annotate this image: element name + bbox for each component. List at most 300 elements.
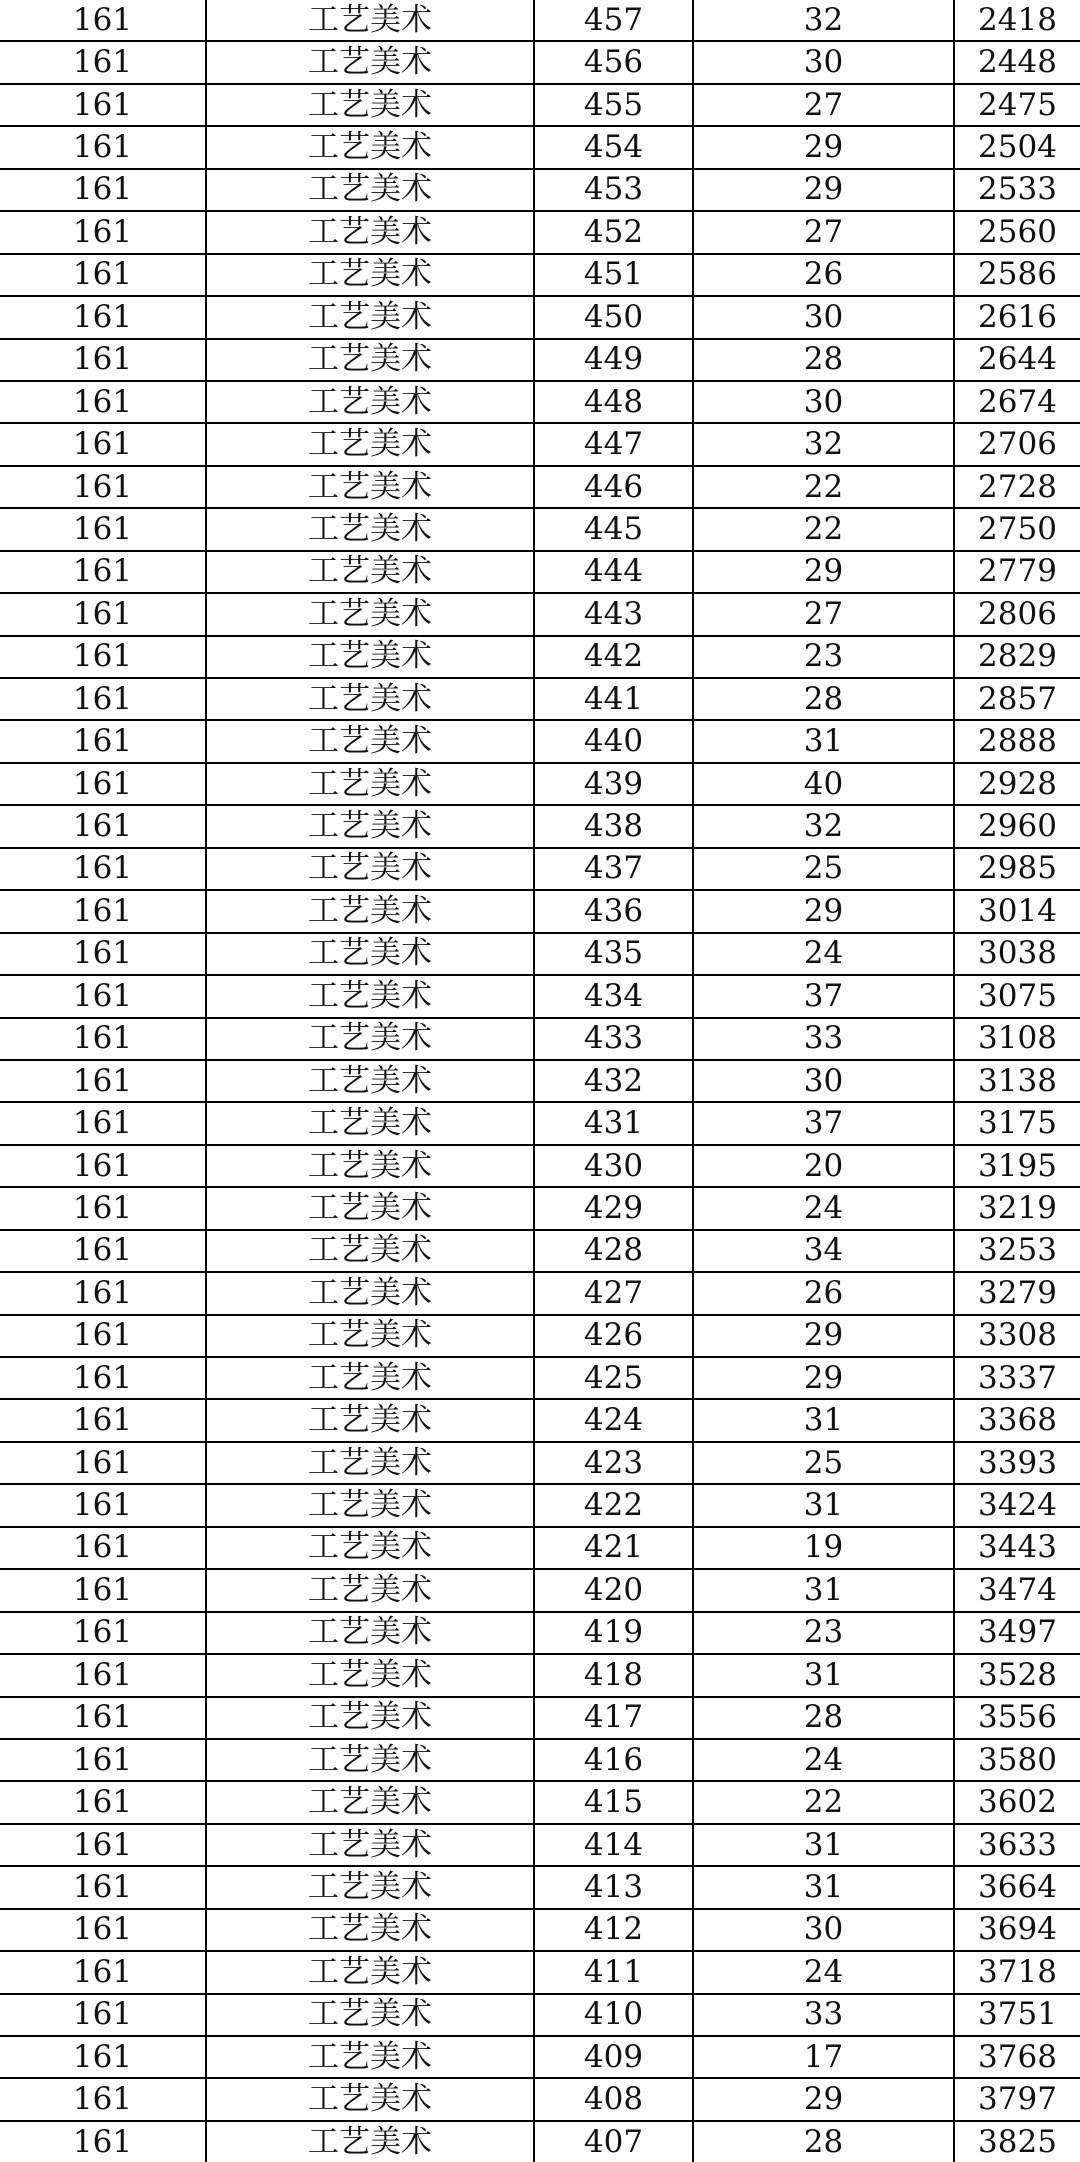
table-row: [0, 1272, 1080, 1314]
count-cell: 29: [693, 890, 954, 932]
table-row: [0, 1781, 1080, 1823]
score-cell: 417: [534, 1697, 693, 1739]
count-cell: 24: [693, 1187, 954, 1229]
score-cell: 447: [534, 423, 693, 465]
cumulative-cell: 2674: [954, 381, 1080, 423]
code-cell: 161: [0, 720, 206, 762]
score-cell: 449: [534, 339, 693, 381]
table-row: [0, 933, 1080, 975]
code-cell: 161: [0, 975, 206, 1017]
major-cell: 工艺美术: [206, 1357, 534, 1399]
cumulative-cell: 2706: [954, 423, 1080, 465]
cumulative-cell: 3075: [954, 975, 1080, 1017]
code-cell: 161: [0, 848, 206, 890]
cumulative-cell: 3633: [954, 1824, 1080, 1866]
table-row: [0, 636, 1080, 678]
code-cell: 161: [0, 2121, 206, 2162]
code-cell: 161: [0, 890, 206, 932]
code-cell: 161: [0, 1994, 206, 2036]
major-cell: 工艺美术: [206, 1272, 534, 1314]
score-cell: 438: [534, 805, 693, 847]
count-cell: 30: [693, 381, 954, 423]
major-cell: 工艺美术: [206, 1994, 534, 2036]
cumulative-cell: 3368: [954, 1399, 1080, 1441]
count-cell: 29: [693, 551, 954, 593]
code-cell: 161: [0, 593, 206, 635]
table-row: [0, 1739, 1080, 1781]
table-row: [0, 1145, 1080, 1187]
table-row: [0, 2121, 1080, 2162]
major-cell: 工艺美术: [206, 890, 534, 932]
major-cell: 工艺美术: [206, 1866, 534, 1908]
table-row: [0, 1866, 1080, 1908]
code-cell: 161: [0, 41, 206, 83]
score-cell: 439: [534, 763, 693, 805]
score-cell: 443: [534, 593, 693, 635]
cumulative-cell: 2533: [954, 169, 1080, 211]
count-cell: 24: [693, 1739, 954, 1781]
code-cell: 161: [0, 1739, 206, 1781]
count-cell: 23: [693, 1612, 954, 1654]
score-cell: 444: [534, 551, 693, 593]
code-cell: 161: [0, 1824, 206, 1866]
cumulative-cell: 2779: [954, 551, 1080, 593]
major-cell: 工艺美术: [206, 1781, 534, 1823]
cumulative-cell: 3219: [954, 1187, 1080, 1229]
major-cell: 工艺美术: [206, 805, 534, 847]
table-row: [0, 41, 1080, 83]
table-row: [0, 593, 1080, 635]
score-cell: 435: [534, 933, 693, 975]
count-cell: 31: [693, 1484, 954, 1526]
cumulative-cell: 3337: [954, 1357, 1080, 1399]
cumulative-cell: 3424: [954, 1484, 1080, 1526]
table-row: [0, 848, 1080, 890]
table-row: [0, 720, 1080, 762]
cumulative-cell: 2504: [954, 126, 1080, 168]
score-cell: 432: [534, 1060, 693, 1102]
code-cell: 161: [0, 1145, 206, 1187]
score-cell: 424: [534, 1399, 693, 1441]
code-cell: 161: [0, 551, 206, 593]
table-row: [0, 1484, 1080, 1526]
table-row: [0, 1230, 1080, 1272]
code-cell: 161: [0, 466, 206, 508]
score-cell: 415: [534, 1781, 693, 1823]
code-cell: 161: [0, 254, 206, 296]
major-cell: 工艺美术: [206, 720, 534, 762]
table-row: [0, 1612, 1080, 1654]
count-cell: 19: [693, 1527, 954, 1569]
code-cell: 161: [0, 1315, 206, 1357]
code-cell: 161: [0, 339, 206, 381]
count-cell: 32: [693, 805, 954, 847]
major-cell: 工艺美术: [206, 1909, 534, 1951]
table-row: [0, 678, 1080, 720]
table-row: [0, 2078, 1080, 2120]
cumulative-cell: 3602: [954, 1781, 1080, 1823]
cumulative-cell: 3497: [954, 1612, 1080, 1654]
table-row: [0, 84, 1080, 126]
count-cell: 25: [693, 848, 954, 890]
count-cell: 31: [693, 1654, 954, 1696]
count-cell: 32: [693, 423, 954, 465]
major-cell: 工艺美术: [206, 1654, 534, 1696]
code-cell: 161: [0, 2078, 206, 2120]
cumulative-cell: 2560: [954, 211, 1080, 253]
score-cell: 411: [534, 1951, 693, 1993]
table-row: [0, 1569, 1080, 1611]
major-cell: 工艺美术: [206, 593, 534, 635]
score-cell: 442: [534, 636, 693, 678]
table-row: [0, 805, 1080, 847]
score-cell: 428: [534, 1230, 693, 1272]
major-cell: 工艺美术: [206, 508, 534, 550]
major-cell: 工艺美术: [206, 1442, 534, 1484]
count-cell: 17: [693, 2036, 954, 2078]
table-row: [0, 1697, 1080, 1739]
cumulative-cell: 2888: [954, 720, 1080, 762]
score-cell: 425: [534, 1357, 693, 1399]
table-row: [0, 423, 1080, 465]
score-cell: 421: [534, 1527, 693, 1569]
table-row: [0, 126, 1080, 168]
code-cell: 161: [0, 1357, 206, 1399]
count-cell: 26: [693, 1272, 954, 1314]
count-cell: 20: [693, 1145, 954, 1187]
code-cell: 161: [0, 1527, 206, 1569]
code-cell: 161: [0, 2036, 206, 2078]
score-cell: 408: [534, 2078, 693, 2120]
cumulative-cell: 2418: [954, 0, 1080, 41]
major-cell: 工艺美术: [206, 0, 534, 41]
code-cell: 161: [0, 84, 206, 126]
score-cell: 455: [534, 84, 693, 126]
table-row: [0, 1187, 1080, 1229]
score-cell: 420: [534, 1569, 693, 1611]
major-cell: 工艺美术: [206, 1824, 534, 1866]
major-cell: 工艺美术: [206, 1484, 534, 1526]
code-cell: 161: [0, 805, 206, 847]
cumulative-cell: 3279: [954, 1272, 1080, 1314]
table-row: [0, 296, 1080, 338]
score-cell: 426: [534, 1315, 693, 1357]
score-cell: 445: [534, 508, 693, 550]
major-cell: 工艺美术: [206, 2078, 534, 2120]
cumulative-cell: 3556: [954, 1697, 1080, 1739]
major-cell: 工艺美术: [206, 296, 534, 338]
major-cell: 工艺美术: [206, 1102, 534, 1144]
score-cell: 433: [534, 1018, 693, 1060]
score-cell: 452: [534, 211, 693, 253]
score-cell: 457: [534, 0, 693, 41]
major-cell: 工艺美术: [206, 84, 534, 126]
cumulative-cell: 3108: [954, 1018, 1080, 1060]
major-cell: 工艺美术: [206, 126, 534, 168]
cumulative-cell: 2928: [954, 763, 1080, 805]
score-cell: 456: [534, 41, 693, 83]
cumulative-cell: 2475: [954, 84, 1080, 126]
cumulative-cell: 3393: [954, 1442, 1080, 1484]
code-cell: 161: [0, 0, 206, 41]
cumulative-cell: 2616: [954, 296, 1080, 338]
code-cell: 161: [0, 126, 206, 168]
count-cell: 37: [693, 1102, 954, 1144]
count-cell: 37: [693, 975, 954, 1017]
code-cell: 161: [0, 1187, 206, 1229]
cumulative-cell: 2985: [954, 848, 1080, 890]
score-cell: 429: [534, 1187, 693, 1229]
score-cell: 451: [534, 254, 693, 296]
table-row: [0, 890, 1080, 932]
cumulative-cell: 2728: [954, 466, 1080, 508]
count-cell: 22: [693, 508, 954, 550]
score-cell: 441: [534, 678, 693, 720]
major-cell: 工艺美术: [206, 2036, 534, 2078]
cumulative-cell: 2829: [954, 636, 1080, 678]
code-cell: 161: [0, 636, 206, 678]
count-cell: 34: [693, 1230, 954, 1272]
code-cell: 161: [0, 423, 206, 465]
score-cell: 454: [534, 126, 693, 168]
code-cell: 161: [0, 763, 206, 805]
score-cell: 409: [534, 2036, 693, 2078]
code-cell: 161: [0, 1230, 206, 1272]
cumulative-cell: 2448: [954, 41, 1080, 83]
score-cell: 413: [534, 1866, 693, 1908]
count-cell: 27: [693, 84, 954, 126]
table-row: [0, 466, 1080, 508]
cumulative-cell: 3580: [954, 1739, 1080, 1781]
cumulative-cell: 3751: [954, 1994, 1080, 2036]
cumulative-cell: 3474: [954, 1569, 1080, 1611]
score-cell: 427: [534, 1272, 693, 1314]
code-cell: 161: [0, 1654, 206, 1696]
count-cell: 28: [693, 1697, 954, 1739]
code-cell: 161: [0, 381, 206, 423]
code-cell: 161: [0, 1018, 206, 1060]
major-cell: 工艺美术: [206, 41, 534, 83]
count-cell: 28: [693, 339, 954, 381]
cumulative-cell: 3038: [954, 933, 1080, 975]
score-cell: 436: [534, 890, 693, 932]
major-cell: 工艺美术: [206, 1315, 534, 1357]
major-cell: 工艺美术: [206, 254, 534, 296]
count-cell: 29: [693, 1357, 954, 1399]
score-cell: 434: [534, 975, 693, 1017]
major-cell: 工艺美术: [206, 1187, 534, 1229]
cumulative-cell: 3797: [954, 2078, 1080, 2120]
score-cell: 431: [534, 1102, 693, 1144]
count-cell: 30: [693, 1909, 954, 1951]
major-cell: 工艺美术: [206, 636, 534, 678]
score-cell: 410: [534, 1994, 693, 2036]
count-cell: 29: [693, 1315, 954, 1357]
code-cell: 161: [0, 1866, 206, 1908]
major-cell: 工艺美术: [206, 466, 534, 508]
cumulative-cell: 3253: [954, 1230, 1080, 1272]
major-cell: 工艺美术: [206, 1569, 534, 1611]
cumulative-cell: 3195: [954, 1145, 1080, 1187]
table-row: [0, 211, 1080, 253]
count-cell: 24: [693, 1951, 954, 1993]
count-cell: 30: [693, 296, 954, 338]
count-cell: 32: [693, 0, 954, 41]
code-cell: 161: [0, 1399, 206, 1441]
table-row: [0, 1018, 1080, 1060]
cumulative-cell: 3175: [954, 1102, 1080, 1144]
code-cell: 161: [0, 933, 206, 975]
count-cell: 23: [693, 636, 954, 678]
cumulative-cell: 3138: [954, 1060, 1080, 1102]
major-cell: 工艺美术: [206, 848, 534, 890]
major-cell: 工艺美术: [206, 933, 534, 975]
count-cell: 29: [693, 169, 954, 211]
cumulative-cell: 2806: [954, 593, 1080, 635]
major-cell: 工艺美术: [206, 339, 534, 381]
code-cell: 161: [0, 296, 206, 338]
count-cell: 33: [693, 1018, 954, 1060]
table-row: [0, 2036, 1080, 2078]
code-cell: 161: [0, 508, 206, 550]
major-cell: 工艺美术: [206, 1060, 534, 1102]
cumulative-cell: 3014: [954, 890, 1080, 932]
table-row: [0, 1102, 1080, 1144]
score-cell: 412: [534, 1909, 693, 1951]
count-cell: 30: [693, 41, 954, 83]
table-row: [0, 1442, 1080, 1484]
code-cell: 161: [0, 1612, 206, 1654]
count-cell: 24: [693, 933, 954, 975]
major-cell: 工艺美术: [206, 1527, 534, 1569]
cumulative-cell: 3694: [954, 1909, 1080, 1951]
count-cell: 33: [693, 1994, 954, 2036]
score-cell: 440: [534, 720, 693, 762]
score-cell: 450: [534, 296, 693, 338]
count-cell: 28: [693, 678, 954, 720]
table-row: [0, 1994, 1080, 2036]
major-cell: 工艺美术: [206, 551, 534, 593]
count-cell: 29: [693, 2078, 954, 2120]
major-cell: 工艺美术: [206, 2121, 534, 2162]
code-cell: 161: [0, 1060, 206, 1102]
count-cell: 30: [693, 1060, 954, 1102]
count-cell: 40: [693, 763, 954, 805]
score-cell: 446: [534, 466, 693, 508]
code-cell: 161: [0, 1951, 206, 1993]
table-row: [0, 169, 1080, 211]
score-cell: 407: [534, 2121, 693, 2162]
table-row: [0, 1357, 1080, 1399]
score-cell: 419: [534, 1612, 693, 1654]
code-cell: 161: [0, 1442, 206, 1484]
code-cell: 161: [0, 1697, 206, 1739]
table-row: [0, 1399, 1080, 1441]
table-row: [0, 1951, 1080, 1993]
major-cell: 工艺美术: [206, 678, 534, 720]
table-row: [0, 254, 1080, 296]
major-cell: 工艺美术: [206, 1145, 534, 1187]
score-cell: 414: [534, 1824, 693, 1866]
cumulative-cell: 3718: [954, 1951, 1080, 1993]
table-row: [0, 508, 1080, 550]
table-row: [0, 1060, 1080, 1102]
count-cell: 29: [693, 126, 954, 168]
count-cell: 27: [693, 211, 954, 253]
table-row: [0, 0, 1080, 41]
score-cell: 423: [534, 1442, 693, 1484]
major-cell: 工艺美术: [206, 763, 534, 805]
table-row: [0, 551, 1080, 593]
major-cell: 工艺美术: [206, 1018, 534, 1060]
code-cell: 161: [0, 211, 206, 253]
count-cell: 22: [693, 466, 954, 508]
count-cell: 28: [693, 2121, 954, 2162]
major-cell: 工艺美术: [206, 169, 534, 211]
code-cell: 161: [0, 1569, 206, 1611]
count-cell: 25: [693, 1442, 954, 1484]
cumulative-cell: 2644: [954, 339, 1080, 381]
count-cell: 31: [693, 1866, 954, 1908]
table-row: [0, 1909, 1080, 1951]
table-row: [0, 339, 1080, 381]
cumulative-cell: 3664: [954, 1866, 1080, 1908]
count-cell: 31: [693, 720, 954, 762]
code-cell: 161: [0, 1781, 206, 1823]
major-cell: 工艺美术: [206, 211, 534, 253]
cumulative-cell: 2750: [954, 508, 1080, 550]
code-cell: 161: [0, 1484, 206, 1526]
count-cell: 31: [693, 1399, 954, 1441]
cumulative-cell: 3528: [954, 1654, 1080, 1696]
major-cell: 工艺美术: [206, 1697, 534, 1739]
major-cell: 工艺美术: [206, 1230, 534, 1272]
code-cell: 161: [0, 1102, 206, 1144]
count-cell: 26: [693, 254, 954, 296]
count-cell: 22: [693, 1781, 954, 1823]
major-cell: 工艺美术: [206, 1399, 534, 1441]
cumulative-cell: 2960: [954, 805, 1080, 847]
table-row: [0, 1824, 1080, 1866]
count-cell: 27: [693, 593, 954, 635]
code-cell: 161: [0, 678, 206, 720]
score-cell: 453: [534, 169, 693, 211]
major-cell: 工艺美术: [206, 975, 534, 1017]
score-cell: 430: [534, 1145, 693, 1187]
score-cell: 437: [534, 848, 693, 890]
score-cell: 416: [534, 1739, 693, 1781]
count-cell: 31: [693, 1824, 954, 1866]
score-cell: 422: [534, 1484, 693, 1526]
major-cell: 工艺美术: [206, 1739, 534, 1781]
code-cell: 161: [0, 1272, 206, 1314]
major-cell: 工艺美术: [206, 1612, 534, 1654]
cumulative-cell: 3825: [954, 2121, 1080, 2162]
count-cell: 31: [693, 1569, 954, 1611]
table-row: [0, 1654, 1080, 1696]
table-row: [0, 763, 1080, 805]
major-cell: 工艺美术: [206, 1951, 534, 1993]
table-row: [0, 381, 1080, 423]
score-cell: 418: [534, 1654, 693, 1696]
cumulative-cell: 2857: [954, 678, 1080, 720]
cumulative-cell: 3308: [954, 1315, 1080, 1357]
code-cell: 161: [0, 169, 206, 211]
score-cell: 448: [534, 381, 693, 423]
table-row: [0, 1527, 1080, 1569]
cumulative-cell: 3768: [954, 2036, 1080, 2078]
table-row: [0, 975, 1080, 1017]
